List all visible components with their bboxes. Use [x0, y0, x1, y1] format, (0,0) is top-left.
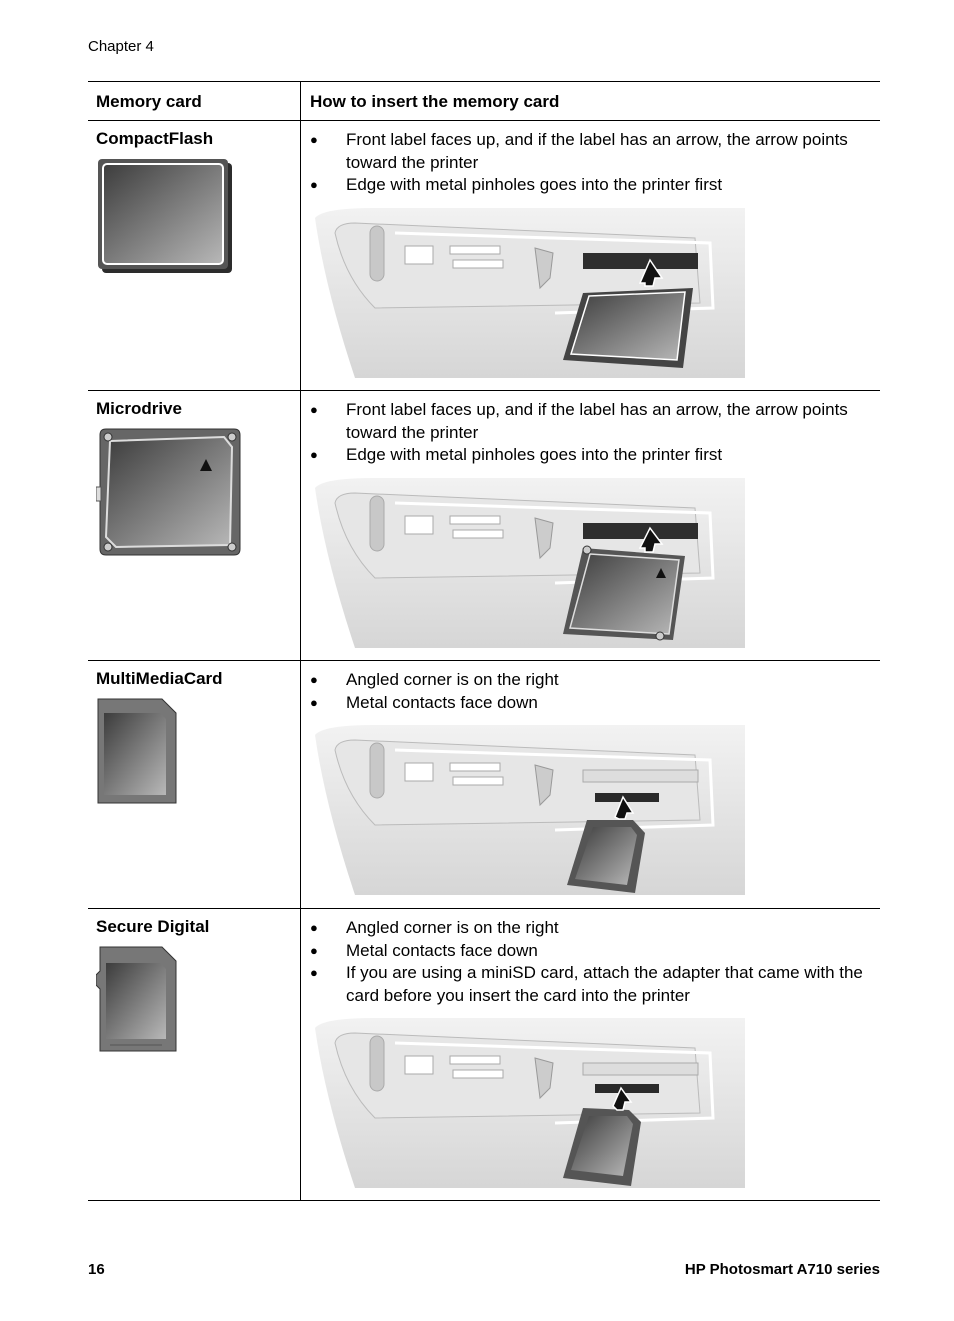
list-item: ● If you are using a miniSD card, attach the adapter that came with the card before you insert the card into the printer	[310, 962, 880, 1007]
list-item: ● Metal contacts face down	[310, 940, 880, 963]
list-item: ● Front label faces up, and if the label has an arrow, the arrow points toward the printer	[310, 129, 880, 174]
card-name: MultiMediaCard	[96, 669, 223, 688]
microdrive-card-image	[96, 427, 246, 557]
list-item: ● Metal contacts face down	[310, 692, 880, 715]
column-header-how-to-insert: How to insert the memory card	[310, 92, 560, 111]
table-row-compactflash	[88, 121, 880, 391]
table-row-microdrive	[88, 391, 880, 661]
list-item: ● Angled corner is on the right	[310, 669, 880, 692]
table-row-secure-digital	[88, 909, 880, 1201]
table-header-row	[88, 81, 880, 121]
product-name: HP Photosmart A710 series	[684, 1261, 880, 1278]
secure-digital-card-image	[96, 945, 180, 1055]
printer-slot-microdrive-image	[315, 478, 745, 648]
printer-slot-compactflash-image	[315, 208, 745, 378]
printer-slot-multimediacard-image	[315, 725, 745, 895]
multimediacard-card-image	[96, 697, 180, 807]
card-name: CompactFlash	[96, 129, 214, 148]
page-number: 16	[88, 1261, 105, 1278]
list-item: ● Edge with metal pinholes goes into the printer first	[310, 444, 880, 467]
chapter-label: Chapter 4	[88, 38, 154, 55]
list-item: ● Angled corner is on the right	[310, 917, 880, 940]
memory-card-table	[88, 81, 880, 1201]
list-item: ● Front label faces up, and if the label has an arrow, the arrow points toward the printer	[310, 399, 880, 444]
list-item: ● Edge with metal pinholes goes into the printer first	[310, 174, 880, 197]
column-header-memory-card: Memory card	[88, 82, 301, 120]
compactflash-card-image	[96, 157, 236, 277]
card-name: Microdrive	[96, 399, 182, 418]
card-name: Secure Digital	[96, 917, 210, 936]
printer-slot-secure-digital-image	[315, 1018, 745, 1188]
table-row-multimediacard	[88, 661, 880, 909]
